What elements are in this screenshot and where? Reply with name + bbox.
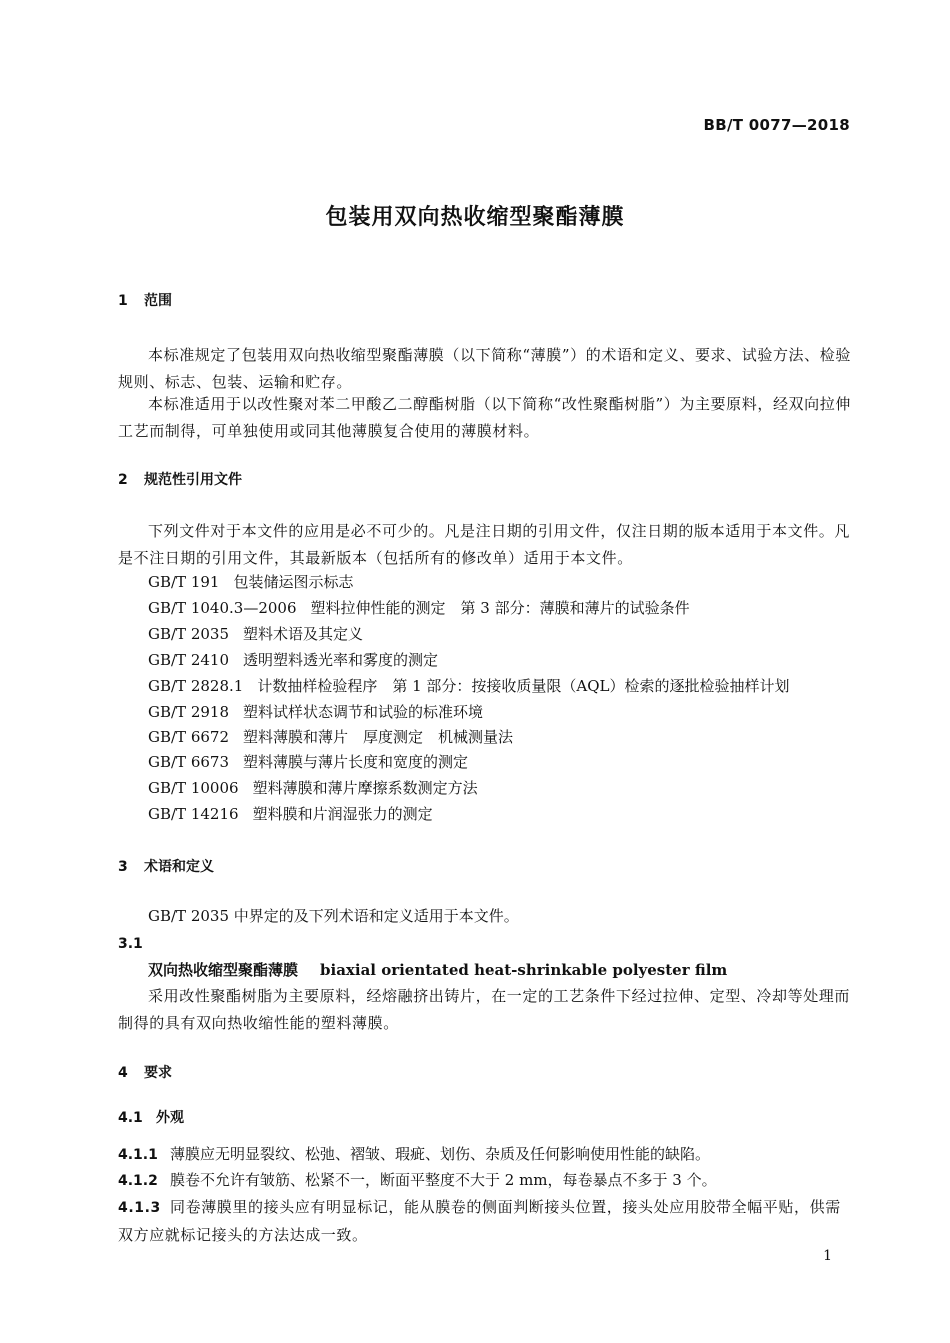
reference-code: GB/T 6673 <box>148 753 230 771</box>
reference-title: 计数抽样检验程序 第 1 部分：按接收质量限（AQL）检索的逐批检验抽样计划 <box>257 677 790 695</box>
clause-item <box>118 1170 717 1191</box>
reference-code: GB/T 14216 <box>148 805 239 823</box>
clause-text: 膜卷不允许有皱筋、松紧不一，断面平整度不大于 2 mm，每卷暴点不多于 3 个。 <box>170 1171 717 1189</box>
clause-text: 薄膜应无明显裂纹、松弛、褶皱、瑕疵、划伤、杂质及任何影响使用性能的缺陷。 <box>170 1145 711 1163</box>
term-definition: 采用改性聚酯树脂为主要原料，经熔融挤出铸片，在一定的工艺条件下经过拉伸、定型、冷却等处理而制得的具有双向热收缩性能的塑料薄膜。 <box>118 987 851 1032</box>
paragraph: 下列文件对于本文件的应用是必不可少的。凡是注日期的引用文件，仅注日期的版本适用于本文件。凡是不注日期的引用文件，其最新版本（包括所有的修改单）适用于本文件。 <box>118 522 851 567</box>
subsection-4-1-heading <box>118 1108 184 1128</box>
reference-item <box>148 727 513 747</box>
section-4-heading <box>118 1063 172 1083</box>
clause-number: 4.1.1 <box>118 1147 158 1163</box>
reference-code: GB/T 2410 <box>148 651 230 669</box>
section-title: 规范性引用文件 <box>144 472 242 488</box>
reference-item <box>148 650 438 670</box>
paragraph: 本标准适用于以改性聚对苯二甲酸乙二醇酯树脂（以下简称“改性聚酯树脂”）为主要原料，经双向拉伸工艺而制得，可单独使用或同其他薄膜复合使用的薄膜材料。 <box>118 395 851 440</box>
reference-code: GB/T 191 <box>148 573 220 591</box>
reference-code: GB/T 10006 <box>148 779 239 797</box>
section-1-heading <box>118 291 172 311</box>
paragraph: 本标准规定了包装用双向热收缩型聚酯薄膜（以下简称“薄膜”）的术语和定义、要求、试验方法、检验规则、标志、包装、运输和贮存。 <box>118 346 851 391</box>
reference-title: 塑料拉伸性能的测定 第 3 部分：薄膜和薄片的试验条件 <box>310 599 690 617</box>
reference-item <box>148 624 363 644</box>
clause-number: 4.1.2 <box>118 1173 158 1189</box>
reference-code: GB/T 6672 <box>148 728 230 746</box>
subsection-number: 4.1 <box>118 1110 143 1126</box>
reference-code: GB/T 1040.3—2006 <box>148 599 297 617</box>
reference-title: 塑料薄膜和薄片 厚度测定 机械测量法 <box>243 728 514 746</box>
section-title: 术语和定义 <box>144 859 214 875</box>
reference-item <box>148 702 483 722</box>
reference-title: 塑料膜和片润湿张力的测定 <box>252 805 433 823</box>
paragraph: GB/T 2035 中界定的及下列术语和定义适用于本文件。 <box>148 907 519 925</box>
reference-item <box>148 778 478 798</box>
reference-code: GB/T 2828.1 <box>148 677 244 695</box>
term-entry <box>148 960 727 980</box>
section-number: 4 <box>118 1065 128 1081</box>
reference-item <box>148 804 433 824</box>
reference-item <box>148 752 468 772</box>
clause-text: 同卷薄膜里的接头应有明显标记，能从膜卷的侧面判断接头位置，接头处应用胶带全幅平贴，供需双方应就标记接头的方法达成一致。 <box>118 1198 841 1244</box>
reference-title: 塑料术语及其定义 <box>243 625 364 643</box>
reference-title: 透明塑料透光率和雾度的测定 <box>243 651 439 669</box>
section-3-heading <box>118 857 214 877</box>
section-title: 范围 <box>144 293 172 309</box>
term-number: 3.1 <box>118 936 143 952</box>
reference-title: 塑料薄膜与薄片长度和宽度的测定 <box>243 753 469 771</box>
reference-item <box>148 598 690 618</box>
page-number: 1 <box>823 1248 832 1264</box>
document-title: 包装用双向热收缩型聚酯薄膜 <box>325 205 625 230</box>
standard-code: BB/T 0077—2018 <box>703 116 850 134</box>
subsection-title: 外观 <box>156 1110 184 1126</box>
reference-title: 塑料薄膜和薄片摩擦系数测定方法 <box>252 779 478 797</box>
section-number: 1 <box>118 293 128 309</box>
section-number: 3 <box>118 859 128 875</box>
reference-code: GB/T 2918 <box>148 703 230 721</box>
section-title: 要求 <box>144 1065 172 1081</box>
term-chinese: 双向热收缩型聚酯薄膜 <box>148 961 299 979</box>
clause-item <box>118 1144 710 1165</box>
section-2-heading <box>118 470 242 490</box>
clause-number: 4.1.3 <box>118 1200 161 1216</box>
section-number: 2 <box>118 472 128 488</box>
reference-item <box>148 572 353 592</box>
term-english: biaxial orientated heat-shrinkable polyester film <box>320 961 728 979</box>
clause-item <box>118 1194 854 1249</box>
reference-title: 塑料试样状态调节和试验的标准环境 <box>243 703 484 721</box>
reference-code: GB/T 2035 <box>148 625 230 643</box>
reference-item <box>148 676 790 696</box>
reference-title: 包装储运图示标志 <box>233 573 354 591</box>
